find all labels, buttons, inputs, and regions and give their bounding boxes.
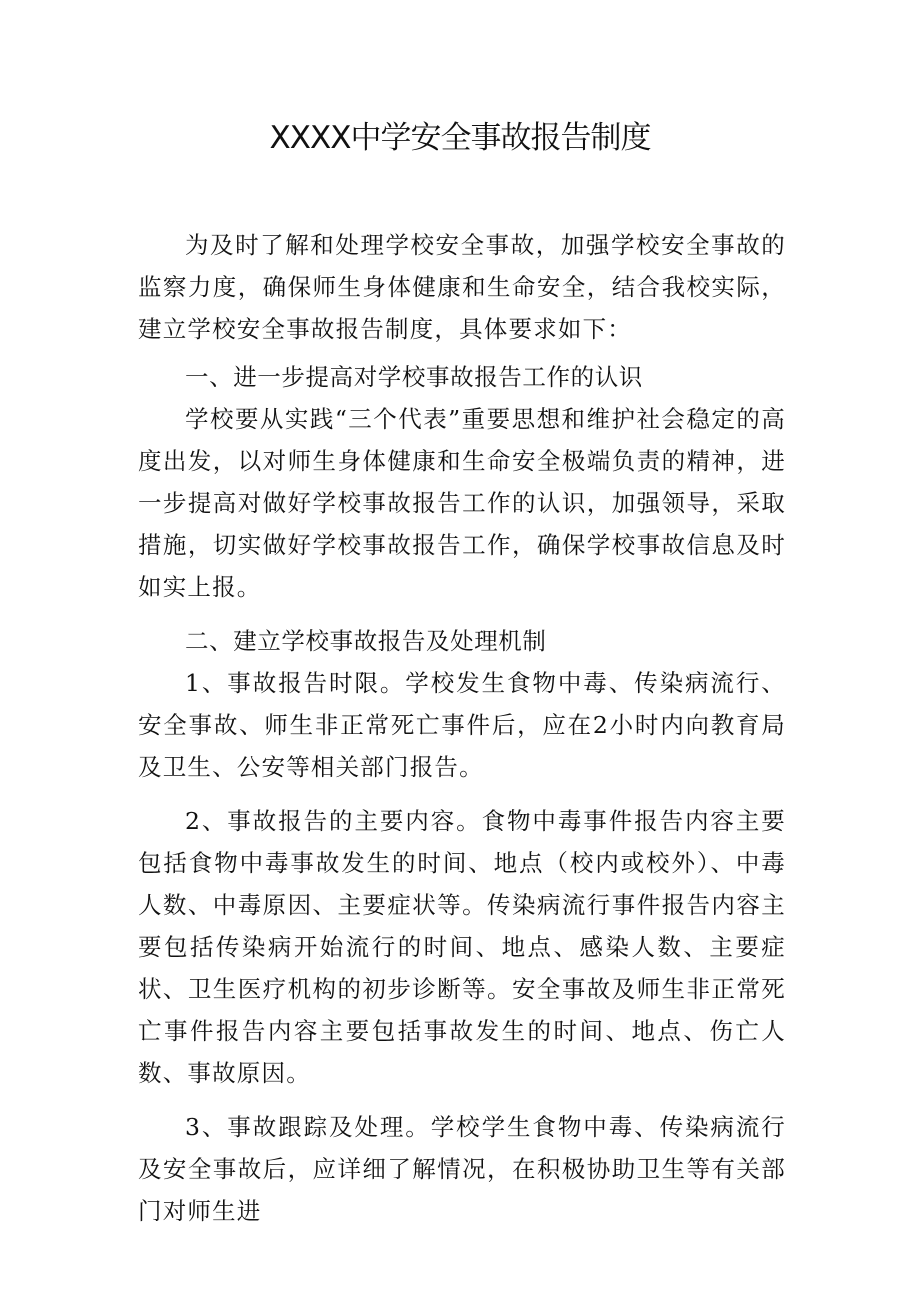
accident-follow-up-paragraph: 3、事故跟踪及处理。学校学生食物中毒、传染病流行及安全事故后，应详细了解情况，在积极协助卫生等有关部门对师生进 <box>138 1113 786 1225</box>
report-content-paragraph: 2、事故报告的主要内容。食物中毒事件报告内容主要包括食物中毒事故发生的时间、地点（校内或校外）、中毒人数、中毒原因、主要症状等。传染病流行事件报告内容主要包括传染病开始流行的时间、地点、感染人数、主要症状、卫生医疗机构的初步诊断等。安全事故及师生非正常死亡事件报告内容主要包括事故发生的时间、地点、伤亡人数、事故原因。 <box>138 807 786 1087</box>
report-time-limit-paragraph: 1、事故报告时限。学校发生食物中毒、传染病流行、安全事故、师生非正常死亡事件后，应在2小时内向教育局及卫生、公安等相关部门报告。 <box>138 669 786 781</box>
section-1-paragraph: 学校要从实践“三个代表”重要思想和维护社会稳定的高度出发，以对师生身体健康和生命安全极端负责的精神，进一步提高对做好学校事故报告工作的认识，加强领导，采取措施，切实做好学校事故报告工作，确保学校事故信息及时如实上报。 <box>138 405 786 601</box>
intro-paragraph: 为及时了解和处理学校安全事故，加强学校安全事故的监察力度，确保师生身体健康和生命安全，结合我校实际，建立学校安全事故报告制度，具体要求如下： <box>138 231 786 343</box>
document-title: XXXX中学安全事故报告制度 <box>269 120 651 156</box>
section-heading-1: 一、进一步提高对学校事故报告工作的认识 <box>185 363 643 391</box>
section-heading-2: 二、建立学校事故报告及处理机制 <box>185 627 547 655</box>
document-body <box>138 224 786 1232</box>
